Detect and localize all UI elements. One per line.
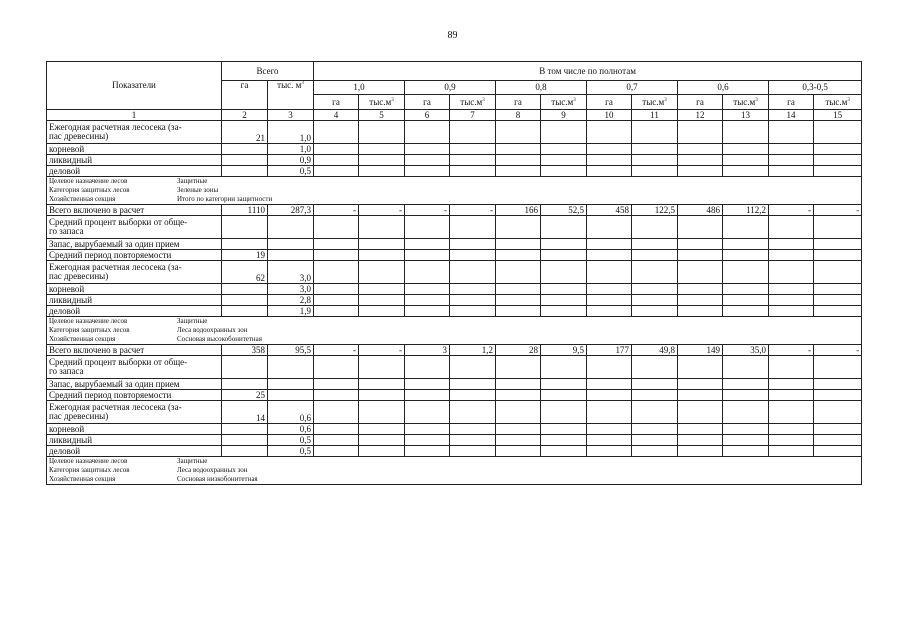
density-08-header: 0,8 [496,81,587,95]
cell-value: - [450,205,496,216]
table-row-liquid [47,155,862,166]
cell-value: - [359,205,405,216]
column-numbers-row [47,110,862,121]
cell-value: - [769,205,814,216]
row-label-business: деловой [47,446,222,457]
cell-value: 458 [587,205,632,216]
section-info-row [47,177,862,205]
cell-value: 3 [405,345,450,356]
ha-subheader: га [405,95,450,110]
cell-value: 28 [496,345,541,356]
table-row-root [47,144,862,155]
table-row-stock-per-cut [47,379,862,390]
cell-value: 2,8 [268,295,314,306]
row-label-included: Всего включено в расчет [47,345,222,356]
row-label-liquid: ликвидный [47,295,222,306]
cell-value: 95,5 [268,345,314,356]
cell-value: 3,0 [268,261,314,284]
table-row-liquid [47,435,862,446]
m3-subheader: $тыс.м^3$ [723,95,769,110]
cell-value: 1,0 [268,144,314,155]
table-row-liquid [47,295,862,306]
total-ha-header: га [222,81,268,110]
row-label-avg-period: Средний период повторяемости [47,250,222,261]
cell-value: - [405,205,450,216]
table-row-included [47,345,862,356]
row-label-annual-cut: Ежегодная расчетная лесосека (за- пас древесины) [47,401,222,424]
row-label-business: деловой [47,166,222,177]
ha-subheader: га [769,95,814,110]
cell-value: 287,3 [268,205,314,216]
section-info: Целевое назначение лесов Защитные Категория защитных лесов Леса водоохранных зон Хозяйственная секция Сосновая низкобонитетная [47,457,862,485]
cell-value: 1110 [222,205,268,216]
cell-value: 9,5 [541,345,587,356]
cell-value: 52,5 [541,205,587,216]
cell-value: 1,2 [450,345,496,356]
ha-subheader: га [314,95,359,110]
total-m3-header: тыс. $м^3$ [268,81,314,110]
cell-value: - [814,345,862,356]
column-number: 3 [268,110,314,121]
cell-value: 14 [222,401,268,424]
row-label-liquid: ликвидный [47,435,222,446]
m3-subheader: $тыс.м^3$ [814,95,862,110]
page-number: 89 [447,30,458,41]
density-09-header: 0,9 [405,81,496,95]
indicators-header: Показатели [47,62,222,110]
table-row-avg-pct [47,356,862,379]
row-label-included: Всего включено в расчет [47,205,222,216]
cell-value: 0,5 [268,166,314,177]
table-row-included [47,205,862,216]
column-number: 4 [314,110,359,121]
ha-subheader: га [496,95,541,110]
cell-value: 25 [222,390,268,401]
cell-value: 49,8 [632,345,678,356]
cell-value: 112,2 [723,205,769,216]
cell-value: 177 [587,345,632,356]
cell-value: - [314,205,359,216]
row-label-avg-period: Средний период повторяемости [47,390,222,401]
row-label-annual-cut: Ежегодная расчетная лесосека (за- пас древесины) [47,121,222,144]
cell-value: 1,9 [268,306,314,317]
table-row-business [47,446,862,457]
row-label-root: корневой [47,144,222,155]
section-info-row [47,317,862,345]
table-row-annual-cut [47,121,862,144]
cell-value: 0,9 [268,155,314,166]
table-row-stock-per-cut [47,239,862,250]
column-number: 8 [496,110,541,121]
cell-value: 3,0 [268,284,314,295]
column-number: 6 [405,110,450,121]
m3-subheader: $тыс.м^3$ [450,95,496,110]
cell-value: - [769,345,814,356]
cell-value: 122,5 [632,205,678,216]
column-number: 1 [47,110,222,121]
column-number: 5 [359,110,405,121]
table-row-avg-period [47,390,862,401]
cell-value: - [814,205,862,216]
total-header: Всего [222,62,314,81]
density-07-header: 0,7 [587,81,678,95]
row-label-business: деловой [47,306,222,317]
row-label-root: корневой [47,424,222,435]
row-label-avg-pct: Средний процент выборки от обще- го запаса [47,356,222,379]
column-number: 12 [678,110,723,121]
cell-value: 358 [222,345,268,356]
table-row-business [47,306,862,317]
cell-value: 62 [222,261,268,284]
row-label-annual-cut: Ежегодная расчетная лесосека (за- пас древесины) [47,261,222,284]
by-density-header: В том числе по полнотам [314,62,862,81]
column-number: 14 [769,110,814,121]
cell-value: 0,6 [268,401,314,424]
cell-value: 19 [222,250,268,261]
cell-value: 1,0 [268,121,314,144]
density-1-header: 1,0 [314,81,405,95]
allowable-cut-table [46,61,862,485]
cell-value: 0,5 [268,435,314,446]
section-info: Целевое назначение лесов Защитные Категория защитных лесов Леса водоохранных зон Хозяйственная секция Сосновая высокобонитетная [47,317,862,345]
column-number: 9 [541,110,587,121]
column-number: 7 [450,110,496,121]
row-label-avg-pct: Средний процент выборки от обще- го запаса [47,216,222,239]
row-label-stock-per-cut: Запас, вырубаемый за один прием [47,379,222,390]
section-info-row [47,457,862,485]
density-06-header: 0,6 [678,81,769,95]
cell-value: 149 [678,345,723,356]
table-row-root [47,284,862,295]
table-row-annual-cut [47,261,862,284]
row-label-stock-per-cut: Запас, вырубаемый за один прием [47,239,222,250]
ha-subheader: га [587,95,632,110]
row-label-root: корневой [47,284,222,295]
row-label-liquid: ликвидный [47,155,222,166]
section-info: Целевое назначение лесов Защитные Категория защитных лесов Зеленые зоны Хозяйственная секция Итого по категории защитности [47,177,862,205]
table-row-avg-period [47,250,862,261]
cell-value: - [314,345,359,356]
cell-value: - [359,345,405,356]
cell-value: 166 [496,205,541,216]
table-row-avg-pct [47,216,862,239]
cell-value: 35,0 [723,345,769,356]
column-number: 10 [587,110,632,121]
m3-subheader: $тыс.м^3$ [359,95,405,110]
column-number: 11 [632,110,678,121]
column-number: 2 [222,110,268,121]
ha-subheader: га [678,95,723,110]
table-row-root [47,424,862,435]
cell-value: 21 [222,121,268,144]
table-row-business [47,166,862,177]
m3-subheader: $тыс.м^3$ [632,95,678,110]
m3-subheader: $тыс.м^3$ [541,95,587,110]
cell-value: 0,5 [268,446,314,457]
cell-value: 486 [678,205,723,216]
density-03-05-header: 0,3-0,5 [769,81,862,95]
column-number: 13 [723,110,769,121]
column-number: 15 [814,110,862,121]
table-row-annual-cut [47,401,862,424]
cell-value: 0,6 [268,424,314,435]
